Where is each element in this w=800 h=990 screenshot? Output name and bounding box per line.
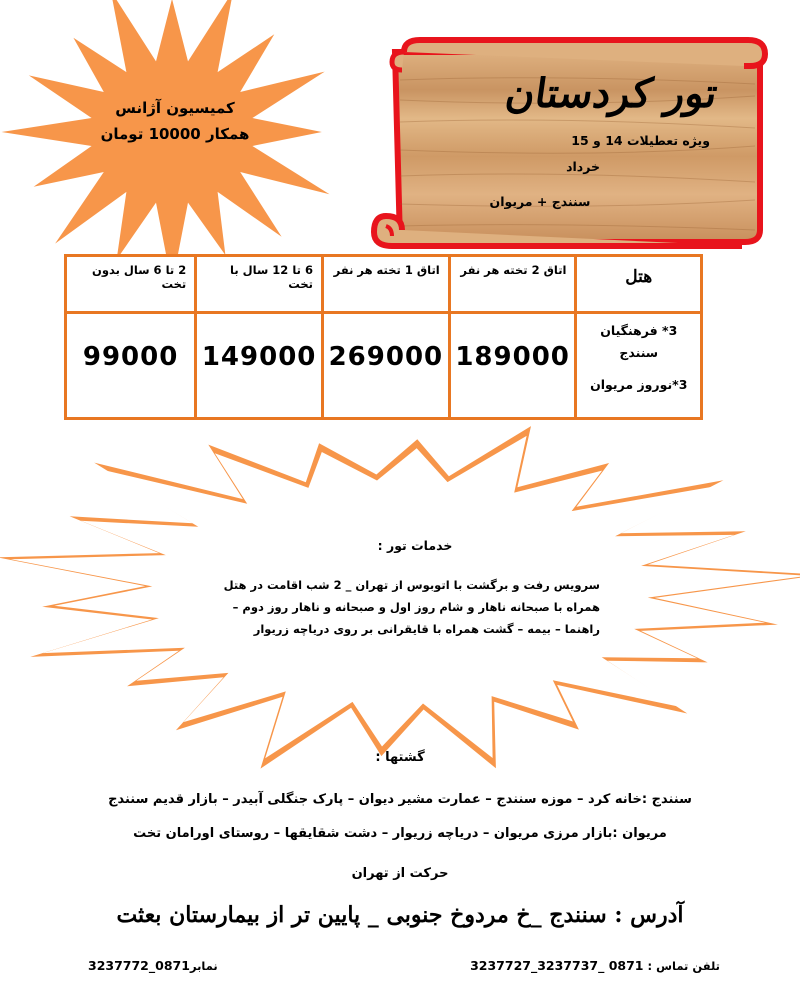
hotel-name-2: 3*نوروز مریوان	[590, 377, 688, 392]
agency-address: آدرس : سنندج _خ مردوخ جنوبی _ پایین تر از بیمارستان بعثت	[116, 902, 684, 928]
tour-dates-line-2: خرداد	[566, 159, 600, 174]
sights-sanandaj: سنندج :خانه کرد – موزه سنندج – عمارت مشیر دیوان – پارک جنگلی آبیدر – بازار قدیم سنندج	[108, 792, 692, 807]
sights-marivan: مریوان :بازار مرزی مریوان – دریاچه زریوار – دشت شقایقها – روستای اورامان تخت	[133, 826, 667, 841]
hotel-name-1: 3* فرهنگیان سنندج	[600, 323, 678, 360]
fax-label: نمابر	[189, 959, 218, 973]
tour-title: تور کردستان	[502, 70, 721, 117]
price-child-2-6: 99000	[66, 313, 196, 419]
price-child-6-12: 149000	[196, 313, 323, 419]
header-double-room: اتاق 2 تخته هر نفر	[449, 256, 576, 313]
tour-dates-line-1: ویژه تعطیلات 14 و 15	[571, 133, 710, 148]
fax-number: 0871_3237772	[88, 958, 190, 973]
fax-contact	[88, 958, 288, 973]
phone-number: 0871 _3237737_3237727	[470, 958, 644, 973]
phone-label: تلفن تماس :	[647, 959, 720, 973]
price-single-room: 269000	[322, 313, 449, 419]
services-description	[200, 574, 600, 640]
sights-title: گشتها :	[375, 750, 425, 765]
services-line-3: راهنما – بیمه – گشت همراه با قایقرانی بر روی دریاچه زریوار	[253, 622, 600, 636]
services-title: خدمات تور :	[377, 538, 453, 553]
commission-line-1: کمیسیون آژانس	[115, 99, 235, 117]
phone-contact	[440, 958, 720, 973]
header-child-6-12: 6 تا 12 سال با تخت	[196, 256, 323, 313]
price-double-room: 189000	[449, 313, 576, 419]
services-line-1: سرویس رفت و برگشت با اتوبوس از تهران _ 2 شب اقامت در هتل	[223, 578, 600, 592]
header-single-room: اتاق 1 تخته هر نفر	[322, 256, 449, 313]
services-line-2: همراه با صبحانه ناهار و شام روز اول و صبحانه و ناهار روز دوم –	[232, 600, 600, 614]
departure-note: حرکت از تهران	[351, 866, 449, 881]
commission-line-2: همکار 10000 تومان	[100, 125, 250, 143]
header-child-2-6: 2 تا 6 سال بدون تخت	[66, 256, 196, 313]
tour-route: سنندج + مریوان	[489, 194, 591, 209]
header-hotel: هتل	[576, 256, 702, 313]
